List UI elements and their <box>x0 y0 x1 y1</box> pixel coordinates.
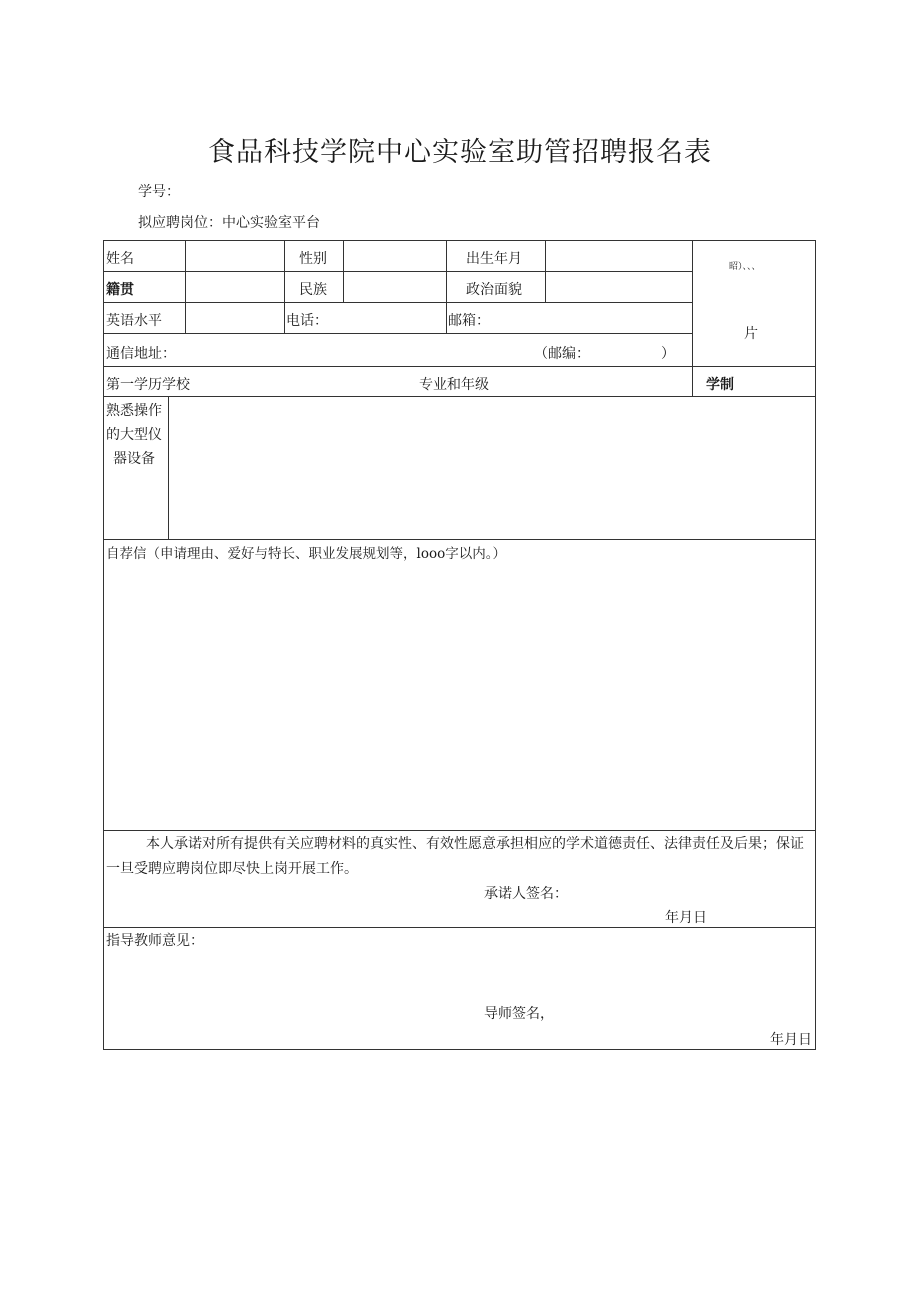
application-form <box>103 240 816 1050</box>
ethnic-label: 民族 <box>299 282 327 298</box>
col-line <box>284 241 285 333</box>
row-line <box>104 333 692 334</box>
student-id-label: 学号： <box>138 184 180 200</box>
phone-label: 电话： <box>286 313 328 329</box>
row-line <box>104 539 816 540</box>
row-line <box>104 830 816 831</box>
gender-label: 性别 <box>299 251 327 267</box>
col-line <box>446 241 447 333</box>
school-label: 第一学历学校 <box>106 377 190 393</box>
row-line <box>104 396 816 397</box>
address-label: 通信地址： <box>106 346 176 362</box>
instruments-label-1: 熟悉操作 <box>106 403 162 419</box>
pledge-text: 本人承诺对所有提供有关应聘材料的真实性、有效性愿意承担相应的学术道德责任、法律责任及后果；保证一旦受聘应聘岗位即尽快上岗开展工作。 <box>106 836 804 877</box>
instruments-label-2: 的大型仪 <box>106 427 162 443</box>
major-label: 专业和年级 <box>419 377 489 393</box>
instruments-label-3: 器设备 <box>113 451 155 467</box>
row-line <box>104 302 692 303</box>
position-label: 拟应聘岗位：中心实验室平台 <box>138 215 320 231</box>
page-title: 食品科技学院中心实验室助管招聘报名表 <box>208 137 712 168</box>
name-label: 姓名 <box>106 251 134 267</box>
advisor-label: 指导教师意见： <box>106 933 204 949</box>
photo-label-bottom: 片 <box>744 326 758 342</box>
row-line <box>104 271 692 272</box>
col-line <box>545 241 546 302</box>
native-label: 籍贯 <box>106 282 134 298</box>
advisor-sign-label: 导师签名， <box>484 1006 554 1022</box>
english-label: 英语水平 <box>106 313 162 329</box>
postcode-label: （邮编： <box>534 346 590 362</box>
duration-label: 学制 <box>706 377 734 393</box>
pledge-date: 年月日 <box>665 910 707 926</box>
postcode-close: ） <box>661 346 675 362</box>
letter-label: 自荐信（申请理由、爱好与特长、职业发展规划等，looo字以内。） <box>106 546 506 562</box>
row-line <box>104 366 816 367</box>
col-line <box>168 396 169 539</box>
col-line <box>692 241 693 396</box>
email-label: 邮箱： <box>448 313 490 329</box>
pledge-sign-label: 承诺人签名： <box>484 886 568 902</box>
row-line <box>104 927 816 928</box>
advisor-date: 年月日 <box>770 1032 812 1048</box>
political-label: 政治面貌 <box>466 282 522 298</box>
birth-label: 出生年月 <box>466 251 522 267</box>
photo-label-top: 昭）、、、 <box>729 262 761 272</box>
col-line <box>185 241 186 333</box>
col-line <box>343 241 344 302</box>
